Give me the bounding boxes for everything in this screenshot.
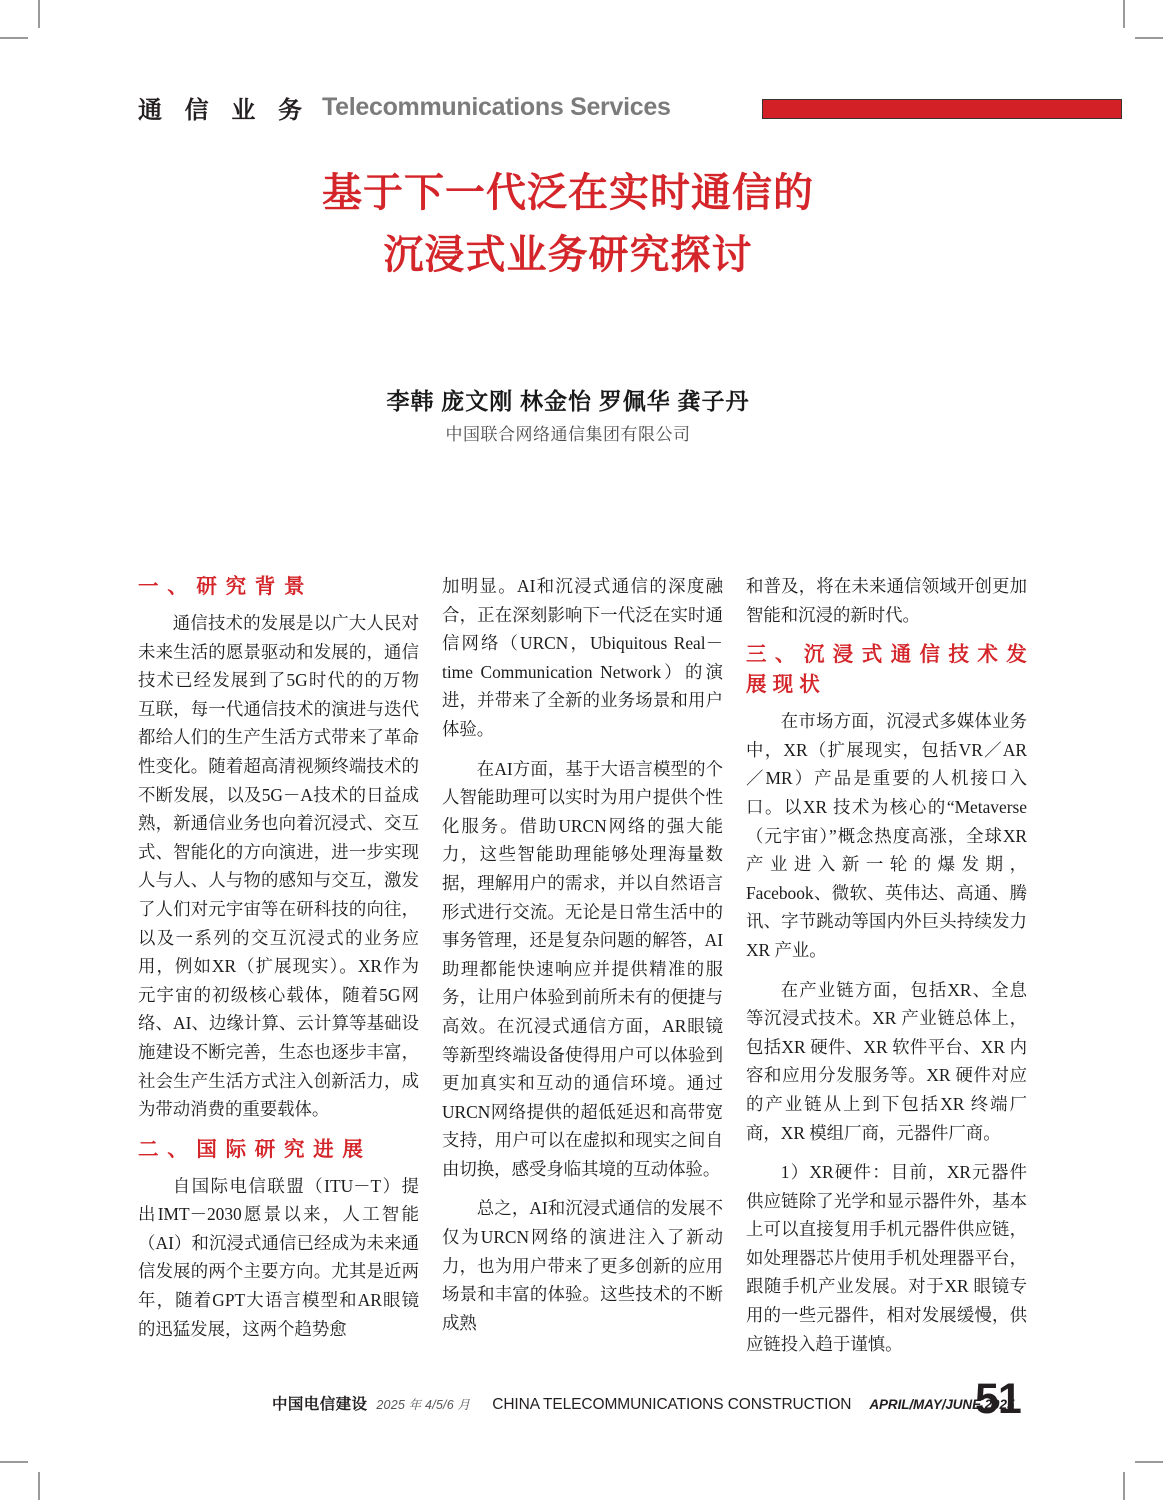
article-title <box>138 162 998 286</box>
paragraph: 通信技术的发展是以广大人民对未来生活的愿景驱动和发展的，通信技术已经发展到了5G时代的的万物互联，每一代通信技术的演进与迭代都给人们的生产生活方式带来了革命性变化。随着超高清视频终端技术的不断发展，以及5G－A技术的日益成熟，新通信业务也向着沉浸式、交互式、智能化的方向演进，进一步实现人与人、人与物的感知与交互，激发了人们对元宇宙等在研科技的向往，以及一系列的交互沉浸式的业务应用，例如XR（扩展现实）。XR作为元宇宙的初级核心载体，随着5G网络、AI、边缘计算、云计算等基础设施建设不断完善，生态也逐步丰富，社会生产生活方式注入创新活力，成为带动消费的重要载体。 <box>138 613 419 1120</box>
paragraph: 加明显。AI和沉浸式通信的深度融合，正在深刻影响下一代泛在实时通信网络（URCN，Ubiquitous Real－time Communication Network）的演进，并带来了全新的业务场景和用户体验。 <box>442 576 723 739</box>
paragraph: 在产业链方面，包括XR、全息等沉浸式技术。XR 产业链总体上，包括XR 硬件、XR 软件平台、XR 内容和应用分发服务等。XR 硬件对应的产业链从上到下包括XR 终端厂商，XR 模组厂商，元器件厂商。 <box>746 979 1027 1143</box>
column-3 <box>746 572 1027 1362</box>
crop-mark-bottom-right-horizontal <box>1135 1461 1163 1463</box>
crop-mark-bottom-left-vertical <box>38 1472 40 1500</box>
running-head-english: Telecommunications Services <box>322 93 671 121</box>
article-title-line1: 基于下一代泛在实时通信的 <box>322 171 814 215</box>
paragraph: 在市场方面，沉浸式多媒体业务中，XR（扩展现实，包括VR／AR／MR）产品是重要的人机接口入口。以XR 技术为核心的“Metaverse（元宇宙）”概念热度高涨，全球XR 产业进入新一轮的爆发期，Facebook、微软、英伟达、高通、腾讯、字节跳动等国内外巨头持续发力XR 产业。 <box>746 711 1027 960</box>
crop-mark-bottom-right-vertical <box>1123 1472 1125 1500</box>
section-heading-3: 三 、 沉 浸 式 通 信 技 术 发 展 现 状 <box>746 643 1027 697</box>
affiliation: 中国联合网络通信集团有限公司 <box>445 425 691 444</box>
footer-date-english: APRIL/MAY/JUNE 2025 <box>869 1397 1015 1412</box>
footer-date-chinese: 2025 年 4/5/6 月 <box>376 1398 471 1412</box>
page-footer <box>272 1392 1032 1422</box>
page-number: 51 <box>975 1375 1021 1423</box>
crop-mark-top-left-horizontal <box>0 37 28 39</box>
paragraph: 和普及，将在未来通信领域开创更加智能和沉浸的新时代。 <box>746 576 1027 625</box>
crop-mark-top-right-vertical <box>1123 0 1125 28</box>
section-heading-1: 一 、 研 究 背 景 <box>138 575 306 598</box>
paragraph: 在AI方面，基于大语言模型的个人智能助理可以实时为用户提供个性化服务。借助URCN网络的强大能力，这些智能助理能够处理海量数据，理解用户的需求，并以自然语言形式进行交流。无论是日常生活中的事务管理，还是复杂问题的解答，AI助理都能快速响应并提供精准的服务，让用户体验到前所未有的便捷与高效。在沉浸式通信方面，AR眼镜等新型终端设备使得用户可以体验到更加真实和互动的通信环境。通过URCN网络提供的超低延迟和高带宽支持，用户可以在虚拟和现实之间自由切换，感受身临其境的互动体验。 <box>442 758 723 1179</box>
paragraph: 1）XR硬件：目前，XR元器件供应链除了光学和显示器件外，基本上可以直接复用手机元器件供应链，如处理器芯片使用手机处理器平台，跟随手机产业发展。对于XR 眼镜专用的一些元器件，相对发展缓慢，供应链投入趋于谨慎。 <box>746 1162 1027 1354</box>
author-list: 李韩 庞文刚 林金怡 罗佩华 龚子丹 <box>386 389 750 414</box>
column-1 <box>138 572 419 1362</box>
article-title-line2: 沉浸式业务研究探讨 <box>383 233 753 277</box>
paragraph: 总之，AI和沉浸式通信的发展不仅为URCN网络的演进注入了新动力，也为用户带来了更多创新的应用场景和丰富的体验。这些技术的不断成熟 <box>442 1198 723 1333</box>
crop-mark-top-right-horizontal <box>1135 37 1163 39</box>
body-columns <box>138 572 1028 1362</box>
running-head-red-rule <box>762 99 1122 119</box>
crop-mark-bottom-left-horizontal <box>0 1461 28 1463</box>
footer-journal-english: CHINA TELECOMMUNICATIONS CONSTRUCTION <box>492 1396 852 1413</box>
crop-mark-top-left-vertical <box>38 0 40 28</box>
running-head-chinese: 通 信 业 务 <box>138 97 311 124</box>
column-2 <box>442 572 723 1362</box>
footer-journal-chinese: 中国电信建设 <box>272 1396 368 1413</box>
section-heading-2: 二 、 国 际 研 究 进 展 <box>138 1137 365 1161</box>
paragraph: 自国际电信联盟（ITU－T）提出IMT－2030愿景以来，人工智能（AI）和沉浸式通信已经成为未来通信发展的两个主要方向。尤其是近两年，随着GPT大语言模型和AR眼镜的迅猛发展，这两个趋势愈 <box>138 1175 419 1339</box>
